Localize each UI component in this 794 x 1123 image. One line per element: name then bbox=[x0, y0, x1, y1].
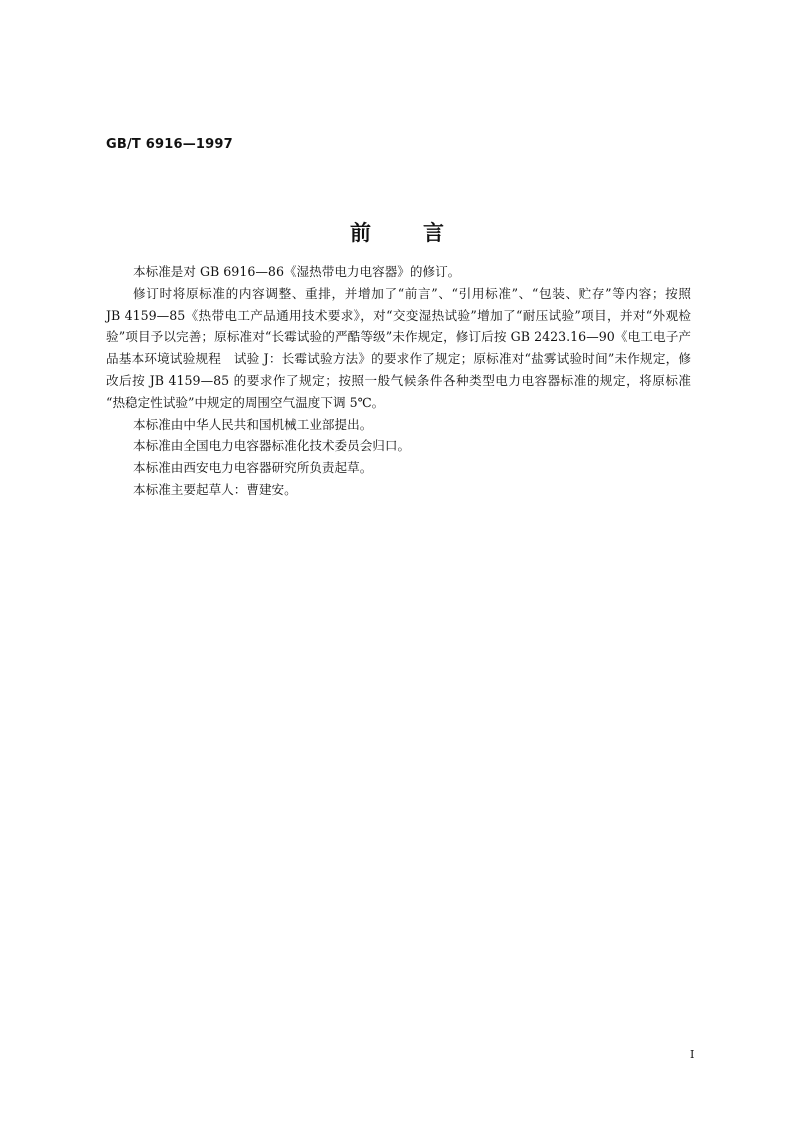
paragraph-revision-note: 本标准是对 GB 6916—86《湿热带电力电容器》的修订。 bbox=[133, 264, 461, 279]
paragraph-proposer: 本标准由中华人民共和国机械工业部提出。 bbox=[133, 416, 373, 432]
paragraph-drafting-unit: 本标准由西安电力电容器研究所负责起草。 bbox=[133, 460, 373, 476]
paragraph-revision-details bbox=[106, 283, 691, 414]
title-char-1: 前 bbox=[350, 220, 371, 245]
text-line: 品基本环境试验规程 试验 J：长霉试验方法》的要求作了规定；原标准对“盐雾试验时间”未作规定，修 bbox=[106, 351, 691, 367]
section-title bbox=[0, 217, 794, 247]
paragraph-drafter: 本标准主要起草人：曹建安。 bbox=[133, 481, 297, 497]
standard-code: GB/T 6916—1997 bbox=[106, 137, 233, 152]
title-char-2: 言 bbox=[423, 220, 444, 245]
text-line: 改后按 JB 4159—85 的要求作了规定；按照一般气候条件各种类型电力电容器标准的规定，将原标准 bbox=[106, 372, 691, 388]
paragraph-administrator: 本标准由全国电力电容器标准化技术委员会归口。 bbox=[133, 438, 411, 454]
text-line: “热稳定性试验”中规定的周围空气温度下调 5℃。 bbox=[106, 394, 385, 410]
page-number: I bbox=[690, 1048, 695, 1061]
text-line: 修订时将原标准的内容调整、重排，并增加了“前言”、“引用标准”、“包装、贮存”等内容；按照 bbox=[133, 285, 691, 301]
foreword-body bbox=[106, 261, 691, 501]
text-line: 验”项目予以完善；原标准对“长霉试验的严酷等级”未作规定，修订后按 GB 2423.16—90《电工电子产 bbox=[106, 329, 691, 345]
text-line: JB 4159—85《热带电工产品通用技术要求》，对“交变湿热试验”增加了“耐压试验”项目，并对“外观检 bbox=[106, 307, 691, 323]
